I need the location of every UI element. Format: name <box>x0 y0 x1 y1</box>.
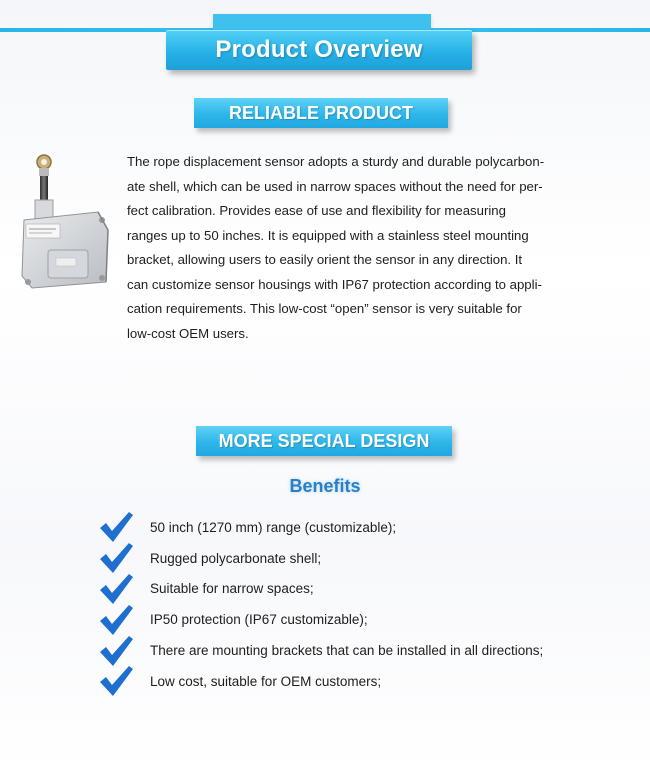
description-line: The rope displacement sensor adopts a sturdy and durable polycarbon- <box>127 154 545 169</box>
checkmark-icon <box>98 664 134 698</box>
list-item <box>98 635 543 666</box>
checkmark-icon <box>98 603 134 637</box>
description-line: low-cost OEM users. <box>127 325 249 341</box>
checkmark-icon <box>98 572 134 606</box>
checkmark-icon <box>98 541 134 575</box>
description-line: can customize sensor housings with IP67 protection according to appli- <box>127 276 542 292</box>
page-title: Product Overview <box>166 30 472 70</box>
benefit-text: Suitable for narrow spaces; <box>150 581 314 597</box>
product-description <box>127 150 582 346</box>
list-item <box>98 666 543 697</box>
list-item <box>98 512 543 543</box>
benefits-heading: Benefits <box>289 476 361 496</box>
description-line: fect calibration. Provides ease of use and flexibility for measuring <box>127 203 506 218</box>
list-item <box>98 574 543 605</box>
list-item <box>98 543 543 574</box>
section-heading-special-design: MORE SPECIAL DESIGN <box>196 426 452 456</box>
benefit-text: There are mounting brackets that can be installed in all directions; <box>150 643 544 659</box>
description-line: ranges up to 50 inches. It is equipped with a stainless steel mounting <box>127 227 529 243</box>
top-tab-decoration <box>213 14 431 30</box>
benefit-text: IP50 protection (IP67 customizable); <box>150 612 368 628</box>
benefit-text: Rugged polycarbonate shell; <box>150 550 322 566</box>
benefit-text: Low cost, suitable for OEM customers; <box>150 673 382 689</box>
benefits-list <box>98 512 543 697</box>
sensor-image <box>18 150 112 295</box>
description-line: ate shell, which can be used in narrow spaces without the need for per- <box>127 178 543 194</box>
list-item <box>98 604 543 635</box>
description-line: bracket, allowing users to easily orient the sensor in any direction. It <box>127 252 523 267</box>
checkmark-icon <box>98 634 134 668</box>
description-line: cation requirements. This low-cost “open” sensor is very suitable for <box>127 301 522 316</box>
section-heading-reliable: RELIABLE PRODUCT <box>194 98 448 128</box>
checkmark-icon <box>98 510 134 544</box>
benefit-text: 50 inch (1270 mm) range (customizable); <box>150 519 397 535</box>
